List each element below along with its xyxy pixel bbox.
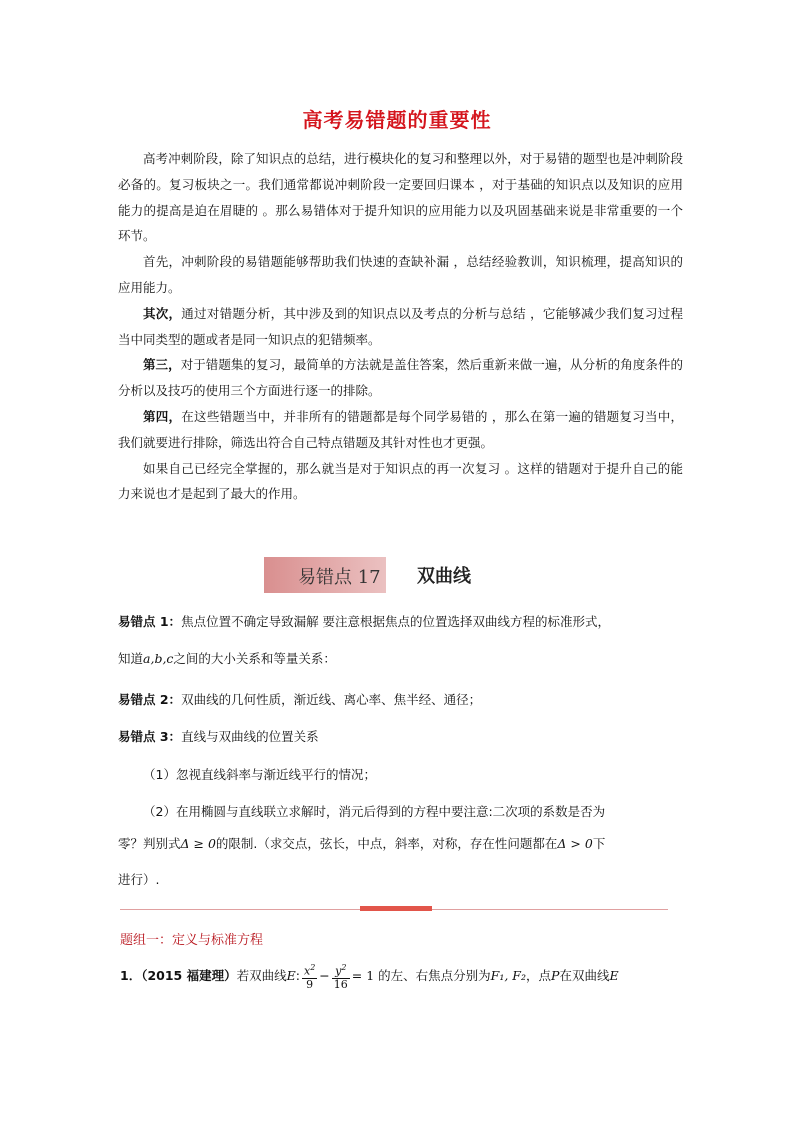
error-label: 易错点 2： <box>118 692 182 707</box>
intro-paragraph-1: 高考冲刺阶段，除了知识点的总结，进行模块化的复习和整理以外，对于易错的题型也是冲刺阶段必备的。复习板块之一。我们通常都说冲刺阶段一定要回归课本 ，对于基础的知识点以及知识的应用能力的提高是迫在眉睫的 。那么易错体对于提升知识的应用能力以及巩固基础来说是非常重要的一个环节。 <box>118 151 683 244</box>
error-point-2 <box>118 690 481 708</box>
error-text: 之间的大小关系和等量关系： <box>173 651 336 666</box>
intro-paragraph-5 <box>118 404 683 456</box>
intro-paragraph-4 <box>118 352 683 404</box>
banner-title: 双曲线 <box>417 566 471 587</box>
error-label: 易错点 1： <box>118 614 182 629</box>
math-discriminant-gt: Δ > 0 <box>557 836 593 851</box>
fraction-denominator: 9 <box>306 977 314 991</box>
error-text: 的限制.（求交点，弦长，中点，斜率，对称，存在性问题都在 <box>215 836 558 851</box>
divider-accent <box>360 906 432 911</box>
minus-sign: − <box>319 968 330 983</box>
var-y: y <box>335 964 342 978</box>
math-abc: a,b,c <box>143 651 174 666</box>
error-point-3 <box>118 727 319 745</box>
math-equals: = 1 <box>351 968 375 983</box>
error-text: 直线与双曲线的位置关系 <box>181 729 319 744</box>
error-text: 零？判别式 <box>118 836 181 851</box>
paragraph-body: 在这些错题当中，并非所有的错题都是每个同学易错的 ，那么在第一遍的错题复习当中，我们就要进行排除，筛选出符合自己特点错题及其针对性也才更强。 <box>118 408 683 450</box>
math-foci: F₁, F₂ <box>490 968 526 983</box>
var-x: x <box>303 964 311 978</box>
sub-point-1: （1）忽视直线斜率与渐近线平行的情况； <box>143 767 376 782</box>
page-title: 高考易错题的重要性 <box>302 108 492 132</box>
math-colon: : <box>295 968 300 983</box>
question-number: 1． <box>120 968 142 983</box>
error-text: 知道 <box>118 651 144 666</box>
paragraph-body: 对于错题集的复习，最简单的方法就是盖住答案，然后重新来做一遍，从分析的角度条件的分析以及技巧的使用三个方面进行逐一的排除。 <box>118 357 683 399</box>
math-E: E <box>609 968 619 983</box>
fraction-denominator: 16 <box>333 977 348 991</box>
sub-point-2-cont <box>118 834 605 852</box>
paragraph-body: 通过对错题分析，其中涉及到的知识点以及考点的分析与总结 ，它能够减少我们复习过程当中同类型的题或者是同一知识点的犯错频率。 <box>118 305 683 347</box>
paragraph-lead: 第三， <box>143 357 181 373</box>
error-label: 易错点 3： <box>118 729 182 744</box>
paragraph-lead: 第四， <box>143 408 182 424</box>
error-text: 双曲线的几何性质，渐近线、离心率、焦半经、通径； <box>181 692 482 707</box>
sub-point-2: （2）在用椭圆与直线联立求解时，消元后得到的方程中要注意:二次项的系数是否为 <box>143 804 606 819</box>
math-discriminant-ge: Δ ≥ 0 <box>180 836 216 851</box>
group-title: 题组一：定义与标准方程 <box>120 933 264 948</box>
fraction-numerator: $y^2$ <box>332 962 350 979</box>
error-point-1-cont <box>118 649 336 667</box>
paragraph-lead: 其次， <box>143 305 182 321</box>
question-1 <box>120 961 619 991</box>
fraction-numerator: $x^2$ <box>303 963 316 978</box>
intro-paragraph-2: 首先，冲刺阶段的易错题能够帮助我们快速的查缺补漏 ，总结经验教训，知识梳理，提高知识的应用能力。 <box>118 254 683 295</box>
question-text: 在双曲线 <box>559 968 610 983</box>
intro-paragraph-6: 如果自己已经完全掌握的，那么就当是对于知识点的再一次复习 。这样的错题对于提升自己的能力来说也才是起到了最大的作用。 <box>118 460 683 502</box>
intro-section <box>118 146 683 507</box>
question-text: ，点 <box>526 968 552 983</box>
question-text: 若双曲线 <box>236 968 287 983</box>
fraction-x <box>302 962 317 991</box>
banner-number: 易错点 17 <box>298 567 381 588</box>
sub-point-2-end: 进行）. <box>118 872 160 887</box>
intro-paragraph-3 <box>118 301 683 353</box>
error-point-1 <box>118 612 610 630</box>
section-banner <box>264 557 472 593</box>
question-source: （2015 福建理） <box>141 968 237 983</box>
question-text: 的左、右焦点分别为 <box>378 968 491 983</box>
error-text: 下 <box>592 836 606 851</box>
math-P: P <box>551 968 560 983</box>
fraction-y <box>332 962 350 991</box>
error-text: 焦点位置不确定导致漏解 要注意根据焦点的位置选择双曲线方程的标准形式， <box>181 614 611 629</box>
math-E: E <box>286 968 296 983</box>
